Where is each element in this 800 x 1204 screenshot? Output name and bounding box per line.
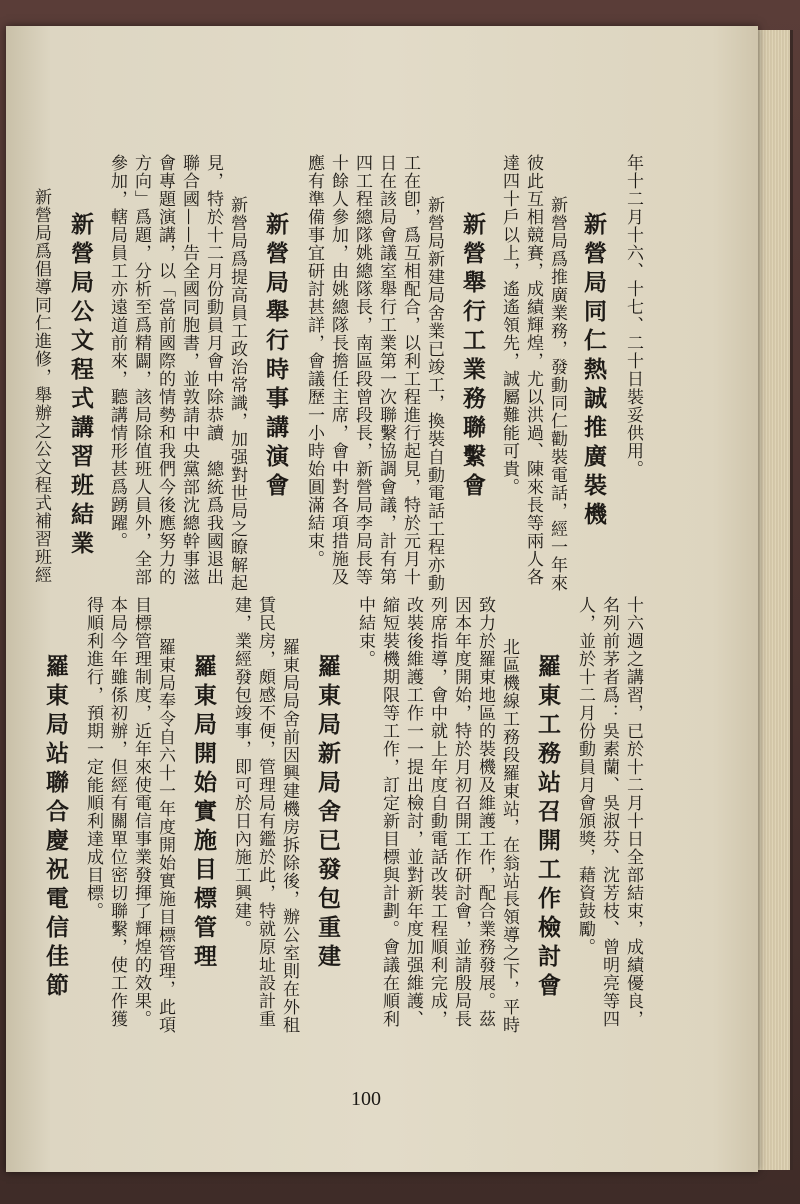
article-heading: 羅東局開始實施目標管理 xyxy=(190,654,217,973)
text-column: 建，業經發包竣事，即可於日內施工興建。 xyxy=(231,596,251,938)
article-heading: 羅東工務站召開工作檢討會 xyxy=(534,654,561,1002)
book-page xyxy=(6,26,758,1172)
text-column: 賃民房，頗感不便，管理局有鑑於此，特就原址設計重 xyxy=(255,596,275,1028)
text-column: 致力於羅東地區的裝機及維護工作，配合業務發展。茲 xyxy=(475,596,495,1028)
text-column: 見，特於十二月份動員月會中除恭讀 總統爲我國退出 xyxy=(203,154,223,586)
text-column: 羅東局奉令自六十一年度開始實施目標管理，此項 xyxy=(155,638,175,1034)
text-column: 新營局爲推廣業務，發動同仁勸裝電話，經一年來 xyxy=(547,196,567,592)
article-heading: 新營舉行工業務聯繫會 xyxy=(459,212,486,502)
text-column: 方向」爲題，分析至爲精闢，該局除值班人員外，全部 xyxy=(131,154,151,586)
article-heading: 新營局公文程式講習班結業 xyxy=(67,212,94,560)
text-column: 新營局新建局舍業已竣工，換裝自動電話工程亦動 xyxy=(424,196,444,592)
text-column: 新營局爲倡導同仁進修，舉辦之公文程式補習班經 xyxy=(31,188,51,584)
text-column: 會專題演講，以「當前國際的情勢和我們今後應努力的 xyxy=(155,154,175,586)
text-column: 列席指導，會中就上年度自動電話改裝工程順利完成， xyxy=(427,596,447,1028)
text-column: 中結束。 xyxy=(355,596,375,668)
article-heading: 新營局同仁熱誠推廣裝機 xyxy=(580,212,607,531)
text-column: 北區機線工務段羅東站，在翁站長領導之下，平時 xyxy=(499,638,519,1034)
page-edges xyxy=(756,30,793,1170)
text-column: 年十二月十六、十七、二十日裝妥供用。 xyxy=(623,154,643,478)
text-column: 本局今年雖係初辦，但經有關單位密切聯繫，使工作獲 xyxy=(107,596,127,1028)
text-column: 得順利進行，預期一定能順利達成目標。 xyxy=(83,596,103,920)
text-column: 工在卽，爲互相配合，以利工程進行起見，特於元月十 xyxy=(400,154,420,586)
text-column: 改裝後維護工作一一提出檢討，並對新年度加强維護、 xyxy=(403,596,423,1028)
text-column: 新營局爲提高員工政治常識，加强對世局之瞭解起 xyxy=(227,196,247,592)
text-column: 羅東局局舍前因興建機房拆除後，辦公室則在外租 xyxy=(279,638,299,1034)
text-column: 彼此互相競賽，成績輝煌，尤以洪過、陳來長等兩人各 xyxy=(523,154,543,586)
article-heading: 羅東局站聯合慶祝電信佳節 xyxy=(42,654,69,1002)
text-column: 日在該局會議室舉行工業第一次聯繫協調會議，計有第 xyxy=(376,154,396,586)
text-column: 人，並於十二月份動員月會頒獎，藉資鼓勵。 xyxy=(575,596,595,956)
text-column: 聯合國——告全國同胞書，並敦請中央黨部沈總幹事滋 xyxy=(179,154,199,586)
text-column: 應有準備事宜研討甚詳，會議歷一小時始圓滿結束。 xyxy=(304,154,324,568)
page-number: 100 xyxy=(351,1088,381,1110)
text-column: 十六週之講習，已於十二月十日全部結束，成績優良， xyxy=(623,596,643,1028)
text-column: 四工程總隊姚總隊長，南區段曾段長，新營局李局長等 xyxy=(352,154,372,586)
text-column: 目標管理制度，近年來使電信事業發揮了輝煌的效果。 xyxy=(131,596,151,1028)
article-heading: 新營局舉行時事講演會 xyxy=(262,212,289,502)
text-column: 名列前茅者爲：吳素蘭、吳淑芬、沈芳枝、曾明亮等四 xyxy=(599,596,619,1028)
text-column: 因本年度開始，特於月初召開工作研討會，並請殷局長 xyxy=(451,596,471,1028)
text-column: 縮短裝機期限等工作，訂定新目標與計劃。會議在順利 xyxy=(379,596,399,1028)
article-heading: 羅東局新局舍已發包重建 xyxy=(314,654,341,973)
text-column: 十餘人參加，由姚總隊長擔任主席，會中對各項措施及 xyxy=(328,154,348,586)
text-column: 達四十戶以上，遙遙領先，誠屬難能可貴。 xyxy=(499,154,519,496)
text-column: 參加，轄局員工亦遠道前來，聽講情形甚爲踴躍。 xyxy=(107,154,127,550)
